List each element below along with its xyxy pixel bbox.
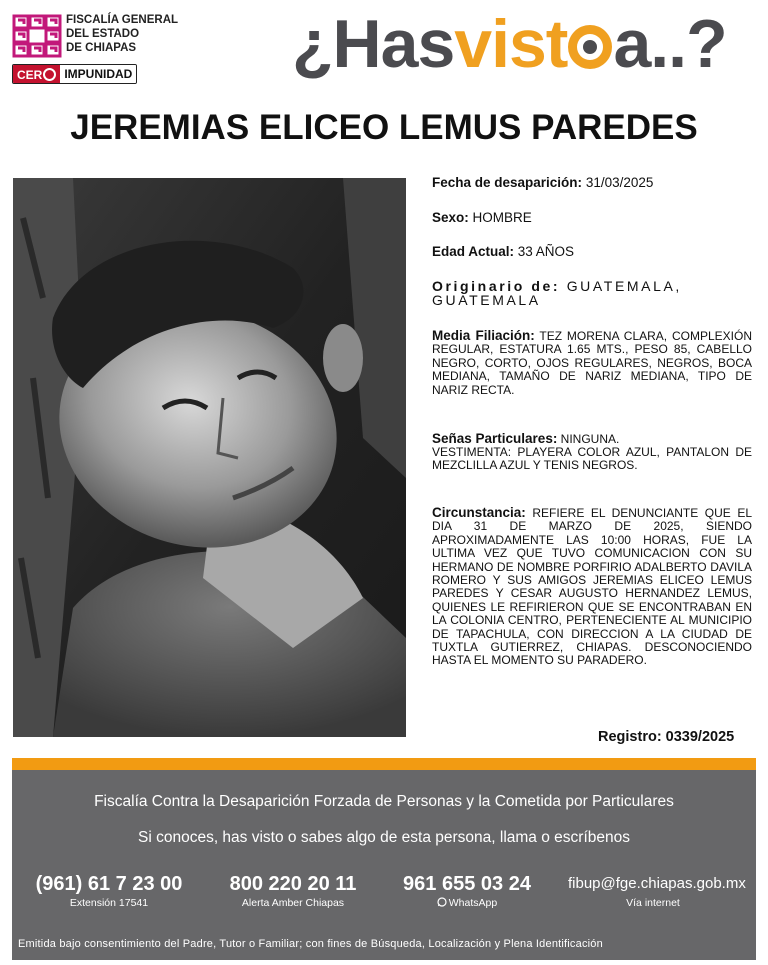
contact-phone-2-number[interactable]: 800 220 20 11 (229, 873, 357, 895)
footer-accent-bar (12, 758, 756, 770)
contact-whatsapp[interactable] (392, 873, 542, 910)
cero-impunidad-badge (12, 64, 137, 84)
hasvisto-part2: vist (454, 6, 568, 82)
circunstancia-row (432, 506, 752, 668)
org-line-1: FISCALÍA GENERAL (66, 14, 179, 26)
vestimenta-value: VESTIMENTA: PLAYERA COLOR AZUL, PANTALON DE MEZCLILLA AZUL Y TENIS NEGROS. (432, 445, 752, 473)
registro-number: Registro: 0339/2025 (598, 729, 735, 745)
media-filiacion-row (432, 329, 752, 397)
senas-value: NINGUNA. (560, 432, 620, 446)
eye-icon (568, 25, 612, 69)
missing-person-name: JEREMIAS ELICEO LEMUS PAREDES (70, 108, 698, 147)
sexo-label: Sexo: (432, 210, 469, 225)
sexo-value: HOMBRE (472, 210, 532, 225)
badge-o-icon (43, 68, 56, 81)
origen-row (432, 279, 752, 307)
circ-label: Circunstancia: (432, 505, 526, 520)
consent-disclaimer: Emitida bajo consentimiento del Padre, Tutor o Familiar; con fines de Búsqueda, Localización y Plena Identificación (18, 938, 603, 950)
contact-phone-1-caption: Extensión 17541 (69, 897, 149, 909)
origen-label: Originario de: (432, 278, 561, 294)
hasvisto-part1: ¿Has (292, 6, 455, 82)
contact-email-address[interactable]: fibup@fge.chiapas.gob.mx (568, 875, 746, 892)
senas-label: Señas Particulares: (432, 431, 558, 446)
fecha-value: 31/03/2025 (585, 175, 654, 190)
circ-value: REFIERE EL DENUNCIANTE QUE EL DIA 31 DE MARZO DE 2025, SIENDO APROXIMADAMENTE LAS 10:00 HORAS, FUE LA ULTIMA VEZ QUE TUVO COMUNICACION CON SU HERMANO DE NOMBRE PORFIRIO ADALBERTO DAVILA ROMERO Y SUS AMIGOS JEREMIAS ELICEO LEMUS PAREDES Y CESAR AUGUSTO HERNANDEZ LEMUS, QUIENES LE REFIRIERON QUE SE ENCONTRABAN EN LA COLONIA CENTRO, PERTENECIENTE AL MUNICIPIO DE TAPACHULA, CON DIRECCION A LA CIUDAD DE TUXTLA GUTIERREZ, CHIAPAS. DESCONOCIENDO HASTA EL MOMENTO SU PARADERO. (432, 506, 752, 668)
hasvisto-part3: a..? (613, 6, 727, 82)
origen-value: GUATEMALA, GUATEMALA (432, 278, 682, 308)
org-name (66, 13, 178, 55)
edad-row (432, 245, 752, 259)
contact-phone-1-number[interactable]: (961) 61 7 23 00 (35, 873, 183, 895)
contact-phone-2[interactable] (218, 873, 368, 910)
edad-label: Edad Actual: (432, 244, 515, 259)
media-label: Media Filiación: (432, 328, 535, 343)
fge-chiapas-logo-icon (12, 14, 62, 58)
edad-value: 33 AÑOS (517, 244, 575, 259)
badge-cero-text: CER (17, 67, 43, 82)
footer-panel (12, 770, 756, 960)
whatsapp-icon (437, 897, 447, 907)
footer-subtitle: Si conoces, has visto o sabes algo de esta persona, llama o escríbenos (138, 829, 630, 846)
contact-email[interactable] (568, 873, 746, 910)
contact-email-caption: Vía internet (626, 897, 680, 909)
contact-phone-1[interactable] (34, 873, 184, 910)
vestimenta-row (432, 446, 752, 473)
footer-title: Fiscalía Contra la Desaparición Forzada de Personas y la Cometida por Particulares (94, 793, 674, 810)
person-photo (13, 178, 406, 737)
sexo-row (432, 211, 752, 225)
org-line-2: DEL ESTADO (66, 28, 140, 40)
has-visto-logo (292, 4, 727, 84)
fecha-row (432, 176, 752, 190)
contact-whatsapp-number[interactable]: 961 655 03 24 (403, 873, 531, 895)
contact-whatsapp-caption: WhatsApp (448, 897, 498, 909)
contact-phone-2-caption: Alerta Amber Chiapas (241, 897, 345, 909)
fecha-label: Fecha de desaparición: (432, 175, 583, 190)
org-line-3: DE CHIAPAS (66, 42, 137, 54)
badge-impunidad-text: IMPUNIDAD (60, 65, 136, 83)
media-value: TEZ MORENA CLARA, COMPLEXIÓN REGULAR, ESTATURA 1.65 MTS., PESO 85, CABELLO NEGRO, CORTO, OJOS REGULARES, NEGROS, BOCA MEDIANA, TAMAÑO DE NARIZ MEDIANA, TIPO DE NARIZ RECTA. (432, 329, 752, 397)
